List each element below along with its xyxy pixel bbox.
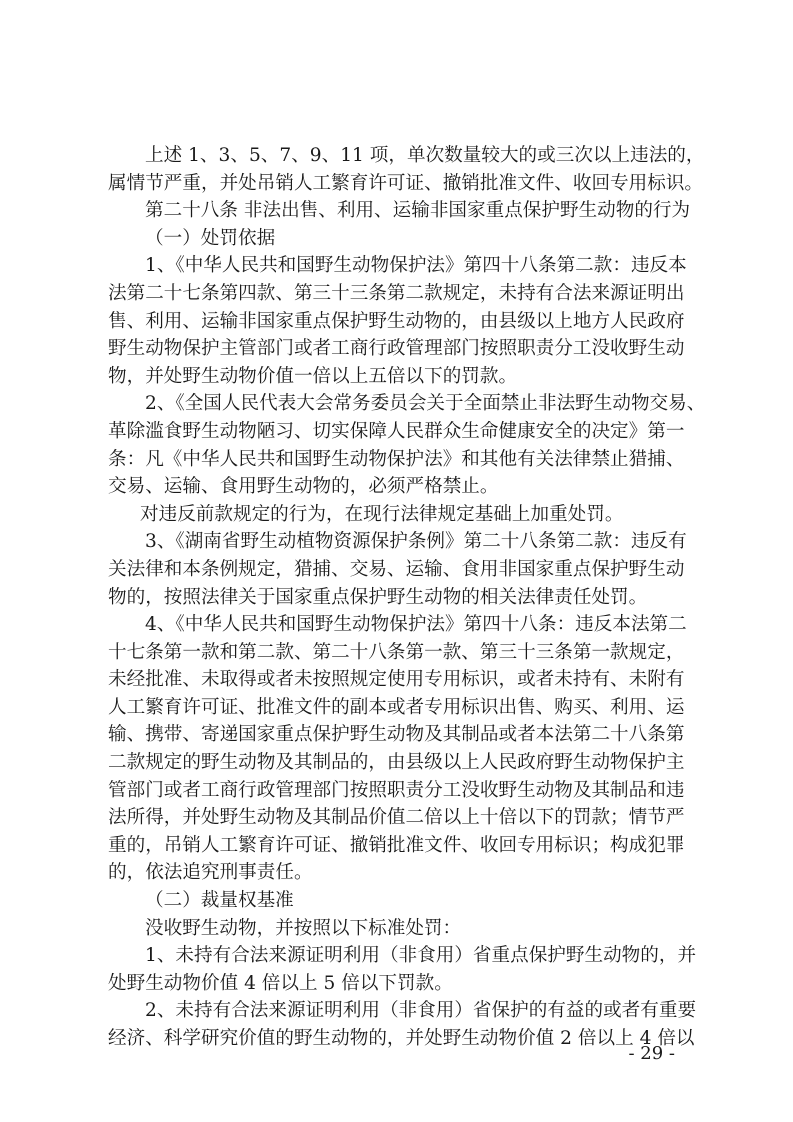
paragraph-line: 没收野生动物，并按照以下标准处罚： xyxy=(145,917,462,939)
paragraph-line: 1、未持有合法来源证明利用（非食用）省重点保护野生动物的，并 xyxy=(145,945,697,967)
paragraph-line: 4、《中华人民共和国野生动物保护法》第四十八条：违反本法第二 xyxy=(145,614,687,636)
paragraph-line: 物，并处野生动物价值一倍以上五倍以下的罚款。 xyxy=(108,365,518,387)
paragraph-line: 处野生动物价值 4 倍以上 5 倍以下罚款。 xyxy=(108,972,453,994)
paragraph-line: 十七条第一款和第二款、第二十八条第一款、第三十三条第一款规定， xyxy=(108,641,685,663)
paragraph-line: 关法律和本条例规定，猎捕、交易、运输、食用非国家重点保护野生动 xyxy=(108,558,685,580)
page-number: - 29 - xyxy=(628,1043,675,1064)
paragraph-line: 二款规定的野生动物及其制品的，由县级以上人民政府野生动物保护主 xyxy=(108,752,685,774)
paragraph-line: 的，依法追究刑事责任。 xyxy=(108,862,313,884)
paragraph-line: 管部门或者工商行政管理部门按照职责分工没收野生动物及其制品和违 xyxy=(108,779,685,801)
section-heading: （二）裁量权基准 xyxy=(145,890,294,912)
paragraph-line: 输、携带、寄递国家重点保护野生动物及其制品或者本法第二十八条第 xyxy=(108,724,685,746)
paragraph-line: 1、《中华人民共和国野生动物保护法》第四十八条第二款：违反本 xyxy=(145,255,687,277)
paragraph-line: 法第二十七条第四款、第三十三条第二款规定，未持有合法来源证明出 xyxy=(108,282,685,304)
paragraph-line: 属情节严重，并处吊销人工繁育许可证、撤销批准文件、收回专用标识。 xyxy=(108,172,704,194)
paragraph-line: 售、利用、运输非国家重点保护野生动物的，由县级以上地方人民政府 xyxy=(108,310,685,332)
paragraph-line: 2、《全国人民代表大会常务委员会关于全面禁止非法野生动物交易、 xyxy=(145,393,706,415)
paragraph-line: 人工繁育许可证、批准文件的副本或者专用标识出售、购买、利用、运 xyxy=(108,696,685,718)
paragraph-line: 交易、运输、食用野生动物的，必须严格禁止。 xyxy=(108,476,499,498)
article-heading: 第二十八条 非法出售、利用、运输非国家重点保护野生动物的行为 xyxy=(145,200,691,222)
paragraph-line: 条：凡《中华人民共和国野生动物保护法》和其他有关法律禁止猎捕、 xyxy=(108,448,685,470)
section-heading: （一）处罚依据 xyxy=(145,227,276,249)
paragraph-line: 上述 1、3、5、7、9、11 项，单次数量较大的或三次以上违法的， xyxy=(145,145,705,166)
paragraph-line: 革除滥食野生动物陋习、切实保障人民群众生命健康安全的决定》第一 xyxy=(108,420,685,442)
document-body xyxy=(108,142,706,1053)
paragraph-line: 法所得，并处野生动物及其制品价值二倍以上十倍以下的罚款；情节严 xyxy=(108,807,685,829)
paragraph-line: 物的，按照法律关于国家重点保护野生动物的相关法律责任处罚。 xyxy=(108,586,648,608)
paragraph-line: 3、《湖南省野生动植物资源保护条例》第二十八条第二款：违反有 xyxy=(145,531,687,553)
paragraph-line: 野生动物保护主管部门或者工商行政管理部门按照职责分工没收野生动 xyxy=(108,338,685,360)
paragraph-line: 重的，吊销人工繁育许可证、撤销批准文件、收回专用标识；构成犯罪 xyxy=(108,834,685,856)
paragraph-line: 对违反前款规定的行为，在现行法律规定基础上加重处罚。 xyxy=(140,503,624,525)
paragraph-line: 2、未持有合法来源证明利用（非食用）省保护的有益的或者有重要 xyxy=(145,1000,697,1022)
paragraph-line: 未经批准、未取得或者未按照规定使用专用标识，或者未持有、未附有 xyxy=(108,669,685,691)
paragraph-line: 经济、科学研究价值的野生动物的，并处野生动物价值 2 倍以上 4 倍以 xyxy=(108,1028,695,1049)
